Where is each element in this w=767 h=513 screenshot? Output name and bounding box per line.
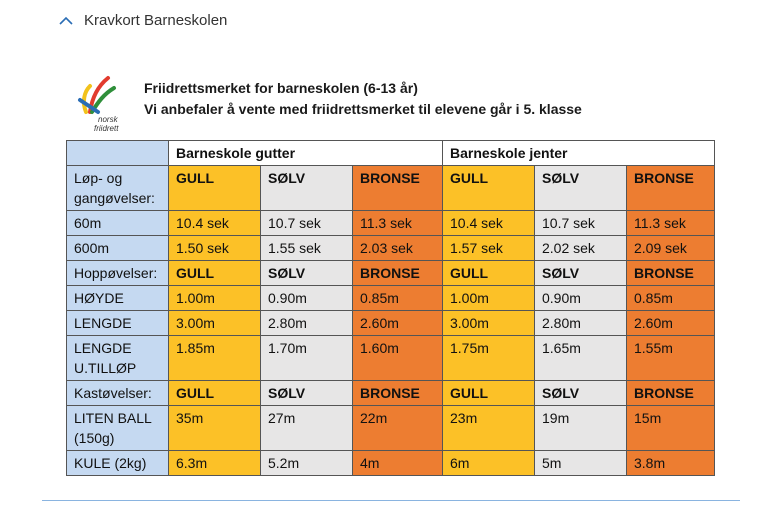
requirement-cell: 1.55 sek: [261, 236, 353, 261]
medal-header-cell: GULL: [169, 166, 261, 211]
requirement-cell: 1.70m: [261, 336, 353, 381]
medal-header-cell: GULL: [169, 261, 261, 286]
row-label: Løp- og gangøvelser:: [67, 166, 169, 211]
requirement-cell: 10.7 sek: [535, 211, 627, 236]
requirement-cell: 11.3 sek: [353, 211, 443, 236]
requirement-cell: 1.00m: [169, 286, 261, 311]
page-heading: [144, 78, 582, 120]
section-header-row: [67, 261, 715, 286]
requirement-cell: 1.85m: [169, 336, 261, 381]
requirement-cell: 2.09 sek: [627, 236, 715, 261]
medal-header-cell: BRONSE: [353, 166, 443, 211]
row-label: LITEN BALL (150g): [67, 406, 169, 451]
row-label: Hoppøvelser:: [67, 261, 169, 286]
requirement-cell: 5.2m: [261, 451, 353, 476]
requirements-table: [66, 140, 715, 476]
requirement-cell: 19m: [535, 406, 627, 451]
divider: [42, 500, 740, 501]
medal-header-cell: BRONSE: [353, 261, 443, 286]
requirement-cell: 1.65m: [535, 336, 627, 381]
medal-header-cell: GULL: [169, 381, 261, 406]
row-label: LENGDE: [67, 311, 169, 336]
blank-header-cell: [67, 141, 169, 166]
requirement-cell: 6m: [443, 451, 535, 476]
table-row: [67, 236, 715, 261]
medal-header-cell: BRONSE: [627, 166, 715, 211]
table-row: [67, 311, 715, 336]
requirement-cell: 3.00m: [169, 311, 261, 336]
medal-header-cell: SØLV: [261, 166, 353, 211]
medal-header-cell: BRONSE: [627, 261, 715, 286]
requirement-cell: 11.3 sek: [627, 211, 715, 236]
row-label: 600m: [67, 236, 169, 261]
accordion-header[interactable]: [58, 12, 227, 29]
norsk-friidrett-logo: [68, 72, 132, 134]
heading-line-1: Friidrettsmerket for barneskolen (6-13 år): [144, 80, 418, 96]
requirement-cell: 2.80m: [261, 311, 353, 336]
table-row: [67, 211, 715, 236]
requirement-cell: 2.60m: [353, 311, 443, 336]
svg-text:friidrett: friidrett: [94, 124, 119, 133]
requirement-cell: 0.90m: [535, 286, 627, 311]
requirement-cell: 10.4 sek: [169, 211, 261, 236]
requirement-cell: 6.3m: [169, 451, 261, 476]
group-boys-header: Barneskole gutter: [169, 141, 443, 166]
requirement-cell: 23m: [443, 406, 535, 451]
requirement-cell: 0.85m: [627, 286, 715, 311]
requirement-cell: 10.4 sek: [443, 211, 535, 236]
requirement-cell: 10.7 sek: [261, 211, 353, 236]
table-row: [67, 451, 715, 476]
medal-header-cell: SØLV: [261, 261, 353, 286]
heading-line-2: Vi anbefaler å vente med friidrettsmerket til elevene går i 5. klasse: [144, 101, 582, 117]
row-label: Kastøvelser:: [67, 381, 169, 406]
group-header-row: [67, 141, 715, 166]
medal-header-cell: SØLV: [535, 381, 627, 406]
requirement-cell: 22m: [353, 406, 443, 451]
requirement-cell: 2.80m: [535, 311, 627, 336]
requirement-cell: 1.75m: [443, 336, 535, 381]
requirement-cell: 0.90m: [261, 286, 353, 311]
medal-header-cell: GULL: [443, 381, 535, 406]
section-header-row: [67, 166, 715, 211]
row-label: 60m: [67, 211, 169, 236]
row-label: HØYDE: [67, 286, 169, 311]
medal-header-cell: SØLV: [535, 166, 627, 211]
requirement-cell: 3.00m: [443, 311, 535, 336]
table-row: [67, 336, 715, 381]
requirement-cell: 2.02 sek: [535, 236, 627, 261]
requirement-cell: 35m: [169, 406, 261, 451]
medal-header-cell: GULL: [443, 166, 535, 211]
requirement-cell: 1.60m: [353, 336, 443, 381]
table-row: [67, 286, 715, 311]
medal-header-cell: BRONSE: [627, 381, 715, 406]
accordion-title: Kravkort Barneskolen: [84, 12, 228, 29]
svg-text:norsk: norsk: [98, 115, 118, 124]
row-label: LENGDE U.TILLØP: [67, 336, 169, 381]
requirement-cell: 15m: [627, 406, 715, 451]
table-row: [67, 406, 715, 451]
group-girls-header: Barneskole jenter: [443, 141, 715, 166]
requirement-cell: 2.03 sek: [353, 236, 443, 261]
requirement-cell: 4m: [353, 451, 443, 476]
medal-header-cell: GULL: [443, 261, 535, 286]
medal-header-cell: SØLV: [261, 381, 353, 406]
chevron-up-icon: [58, 15, 74, 27]
requirement-cell: 1.00m: [443, 286, 535, 311]
requirement-cell: 27m: [261, 406, 353, 451]
requirement-cell: 3.8m: [627, 451, 715, 476]
medal-header-cell: SØLV: [535, 261, 627, 286]
requirement-cell: 1.55m: [627, 336, 715, 381]
requirement-cell: 1.57 sek: [443, 236, 535, 261]
section-header-row: [67, 381, 715, 406]
medal-header-cell: BRONSE: [353, 381, 443, 406]
requirement-cell: 1.50 sek: [169, 236, 261, 261]
row-label: KULE (2kg): [67, 451, 169, 476]
requirement-cell: 5m: [535, 451, 627, 476]
requirement-cell: 2.60m: [627, 311, 715, 336]
requirement-cell: 0.85m: [353, 286, 443, 311]
